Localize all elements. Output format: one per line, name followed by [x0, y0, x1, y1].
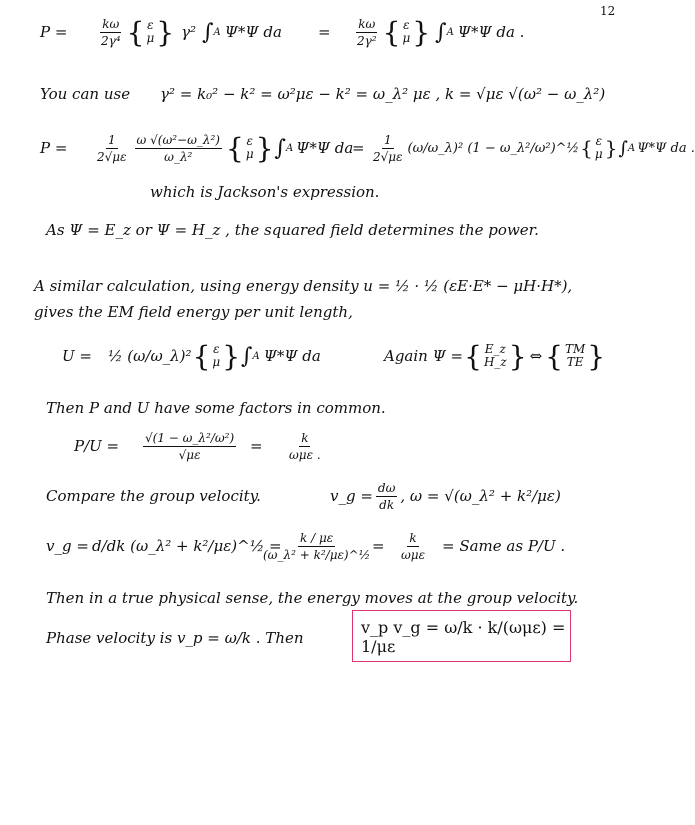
equation-energy-u: U = ½ (ω/ω_λ)² { ε μ } ∫ A Ψ*Ψ da Again Ψ = { E_z H_z } ⇔ { TM TE } — [62, 339, 606, 373]
common-factors-line: Then P and U have some factors in common. — [46, 399, 386, 417]
energy-density-line: A similar calculation, using energy density u = ½ · ½ (εE·E* − μH·H*), — [34, 277, 573, 295]
p-lhs: P = — [40, 23, 68, 41]
group-velocity-line: Compare the group velocity. v_g = $\frac{d\omega}{dk}$ , ω = √(ω_λ² + k²/με) — [46, 480, 561, 512]
energy-per-length-line: gives the EM field energy per unit length, — [34, 303, 353, 321]
phase-velocity-line: Phase velocity is v_p = ω/k . Then — [46, 629, 304, 647]
equation-p-over-u: P/U = $\frac{\text{√(1 − ω\_λ²/ω²)}}{√\mu\varepsilon}$ = $\frac{k}{\text{ωμε .}}$ — [74, 430, 321, 462]
equation-power-2: P = $\frac{1}{2√\mu\varepsilon}$ $\frac{\text{ω √(ω²−ω\_λ²)}}{\text{ω\_λ²}}$ { ε μ } ∫ A Ψ*Ψ da = $\frac{1}{2√\mu\varepsilon}$ (ω/ω_λ)² (1 − ω_λ²/ω²)^½ { ε μ } ∫ A Ψ*Ψ da . — [40, 131, 695, 165]
energy-group-velocity-line: Then in a true physical sense, the energy moves at the group velocity. — [46, 589, 579, 607]
gamma-definition: You can use γ² = k₀² − k² = ω²με − k² = ω_λ² με , k = √με √(ω² − ω_λ²) — [40, 85, 606, 103]
fraction-k-omega: $\frac{k\omega}{\text{2γ⁴}}$ — [101, 16, 121, 48]
jackson-note: which is Jackson's expression. — [150, 183, 380, 201]
equation-group-velocity: v_g = d/dk (ω_λ² + k²/με)^½ = $\frac{k / \mu\varepsilon}{\text{(ω\_λ² + k²/με)\textasciicircum{}½}}$ = $\frac{k}{\text{ωμε}}$ = Same as P/U . — [46, 530, 566, 562]
equation-power-1: P = $\frac{k\omega}{\text{2γ⁴}}$ { ε μ } γ² ∫ A Ψ*Ψ da = $\frac{k\omega}{\text{2γ²}}$ { ε μ } ∫ A Ψ*Ψ da . — [0, 12, 637, 52]
page-number: 12 — [600, 4, 616, 18]
boxed-result: v_p v_g = ω/k · k/(ωμε) = 1/με — [352, 610, 571, 662]
squared-field-note: As Ψ = E_z or Ψ = H_z , the squared field determines the power. — [46, 221, 539, 239]
